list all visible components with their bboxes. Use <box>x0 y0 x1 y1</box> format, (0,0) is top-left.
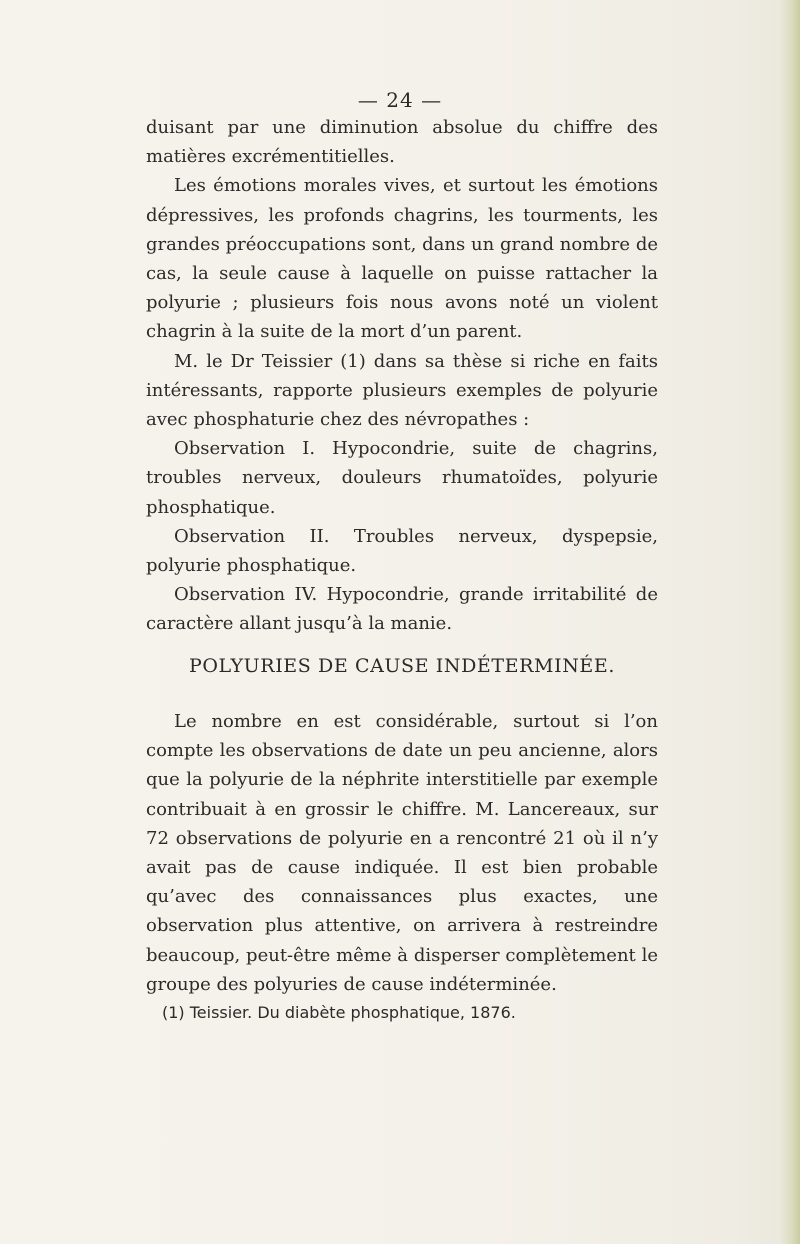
paragraph-continuation: duisant par une diminution absolue du chiffre des matières excrémentitielles. <box>146 117 658 168</box>
page-edge-stain <box>780 0 800 1244</box>
observation-2: Observation II. Troubles nerveux, dyspepsie, polyurie phosphatique. <box>146 525 658 577</box>
paragraph-teissier: M. le Dr Teissier (1) dans sa thèse si riche en faits intéressants, rapporte plusieurs exemples de polyurie avec phosphaturie chez des névropathes : <box>146 350 658 431</box>
page-number: — 24 — <box>357 88 443 112</box>
observation-1: Observation I. Hypocondrie, suite de chagrins, troubles nerveux, douleurs rhumatoïdes, polyurie phosphatique. <box>146 438 658 518</box>
paragraph-indeterminate: Le nombre en est considérable, surtout si l’on compte les observations de date un peu ancienne, alors que la polyurie de la néphrite interstitielle par exemple contribuait à en grossir le chiffre. M. Lancereaux, sur 72 observations de polyurie en a rencontré 21 où il n’y avait pas de cause indiquée. Il est bien probable qu’avec des connaissances plus exactes, une observation plus attentive, on arrivera à restreindre beaucoup, peut-être même à disperser complètement le groupe des polyuries de cause indéterminée. <box>146 711 658 995</box>
observation-4: Observation IV. Hypocondrie, grande irritabilité de caractère allant jusqu’à la manie. <box>146 584 658 635</box>
body-text-top <box>146 113 658 639</box>
paragraph-emotions: Les émotions morales vives, et surtout les émotions dépressives, les profonds chagrins, les tourments, les grandes préoccupations sont, dans un grand nombre de cas, la seule cause à laquelle on puisse rattacher la polyurie ; plusieurs fois nous avons noté un violent chagrin à la suite de la mort d’un parent. <box>146 175 658 343</box>
body-text-bottom <box>146 707 658 999</box>
section-heading: POLYURIES DE CAUSE INDÉTERMINÉE. <box>188 655 616 677</box>
footnote: (1) Teissier. Du diabète phosphatique, 1876. <box>162 1003 516 1022</box>
